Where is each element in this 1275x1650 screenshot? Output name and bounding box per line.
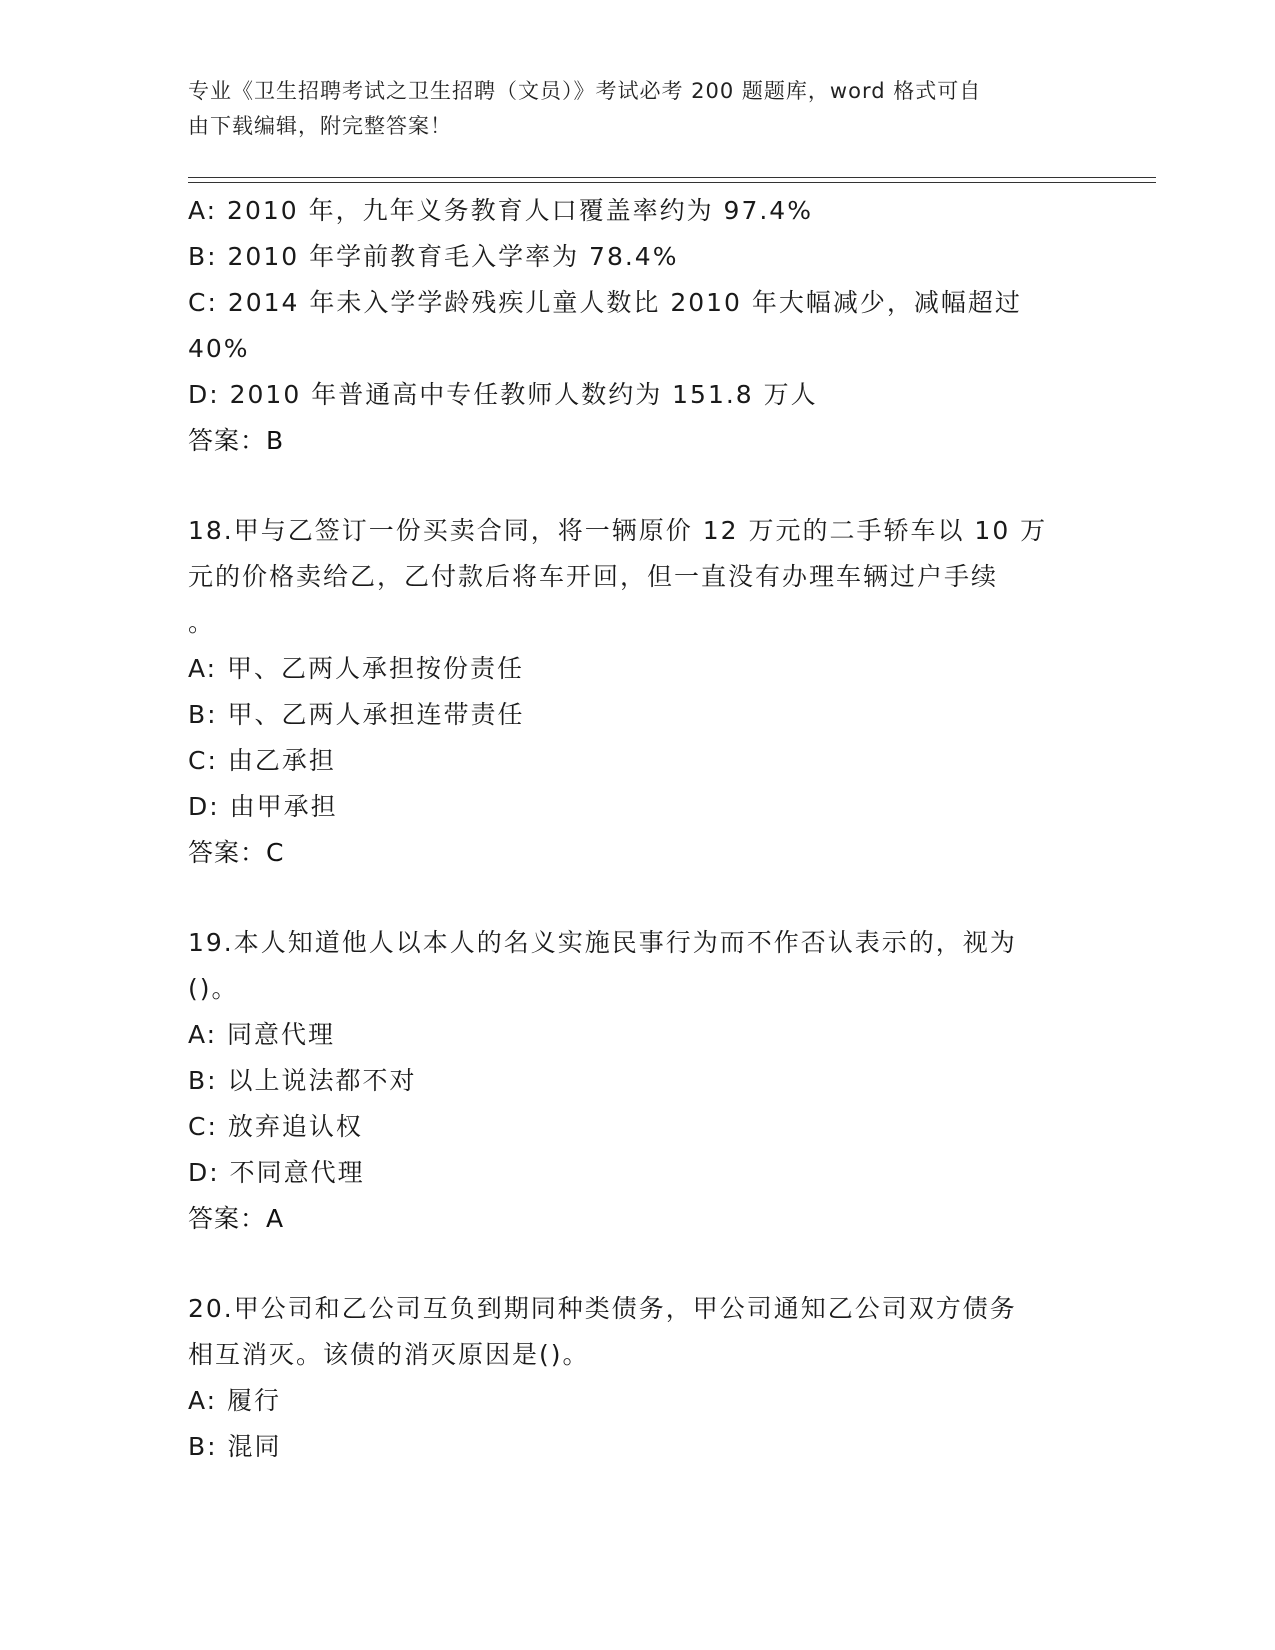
option-b: B: 混同 (188, 1432, 282, 1461)
option-b: B: 2010 年学前教育毛入学率为 78.4% (188, 242, 679, 271)
header-line-1: 专业《卫生招聘考试之卫生招聘（文员）》考试必考 200 题题库，word 格式可自 (188, 79, 982, 103)
question-19 (188, 920, 1088, 1242)
spacer (188, 464, 1088, 508)
question-18 (188, 508, 1088, 876)
answer-label: 答案：B (188, 426, 285, 455)
answer-label: 答案：A (188, 1204, 285, 1233)
option-a: A: 履行 (188, 1386, 282, 1415)
spacer (188, 1242, 1088, 1286)
option-c: C: 2014 年未入学学龄残疾儿童人数比 2010 年大幅减少，减幅超过 (188, 288, 1022, 317)
question-stem-line: 元的价格卖给乙，乙付款后将车开回，但一直没有办理车辆过户手续 (188, 562, 999, 591)
header-divider-bottom (188, 182, 1156, 183)
document-header (188, 74, 1068, 144)
option-d: D: 不同意代理 (188, 1158, 365, 1187)
option-a: A: 同意代理 (188, 1020, 336, 1049)
option-a: A: 甲、乙两人承担按份责任 (188, 654, 525, 683)
option-d: D: 2010 年普通高中专任教师人数约为 151.8 万人 (188, 380, 818, 409)
question-stem-line: ()。 (188, 974, 239, 1003)
option-d: D: 由甲承担 (188, 792, 338, 821)
answer-label: 答案：C (188, 838, 285, 867)
option-b: B: 甲、乙两人承担连带责任 (188, 700, 525, 729)
question-list (188, 188, 1088, 1470)
option-c: C: 由乙承担 (188, 746, 336, 775)
question-stem-line: 相互消灭。该债的消灭原因是()。 (188, 1340, 590, 1369)
question-20 (188, 1286, 1088, 1470)
header-divider-top (188, 177, 1156, 178)
question-stem-line: 19.本人知道他人以本人的名义实施民事行为而不作否认表示的，视为 (188, 928, 1017, 957)
option-c: C: 放弃追认权 (188, 1112, 363, 1141)
option-c-continuation: 40% (188, 334, 250, 363)
question-17-continued (188, 188, 1088, 464)
header-line-2: 由下载编辑，附完整答案！ (188, 114, 452, 138)
question-stem-line: 20.甲公司和乙公司互负到期同种类债务，甲公司通知乙公司双方债务 (188, 1294, 1017, 1323)
question-stem-line: 。 (188, 608, 216, 637)
spacer (188, 876, 1088, 920)
option-a: A: 2010 年，九年义务教育人口覆盖率约为 97.4% (188, 196, 813, 225)
question-stem-line: 18.甲与乙签订一份买卖合同，将一辆原价 12 万元的二手轿车以 10 万 (188, 516, 1048, 545)
option-b: B: 以上说法都不对 (188, 1066, 417, 1095)
